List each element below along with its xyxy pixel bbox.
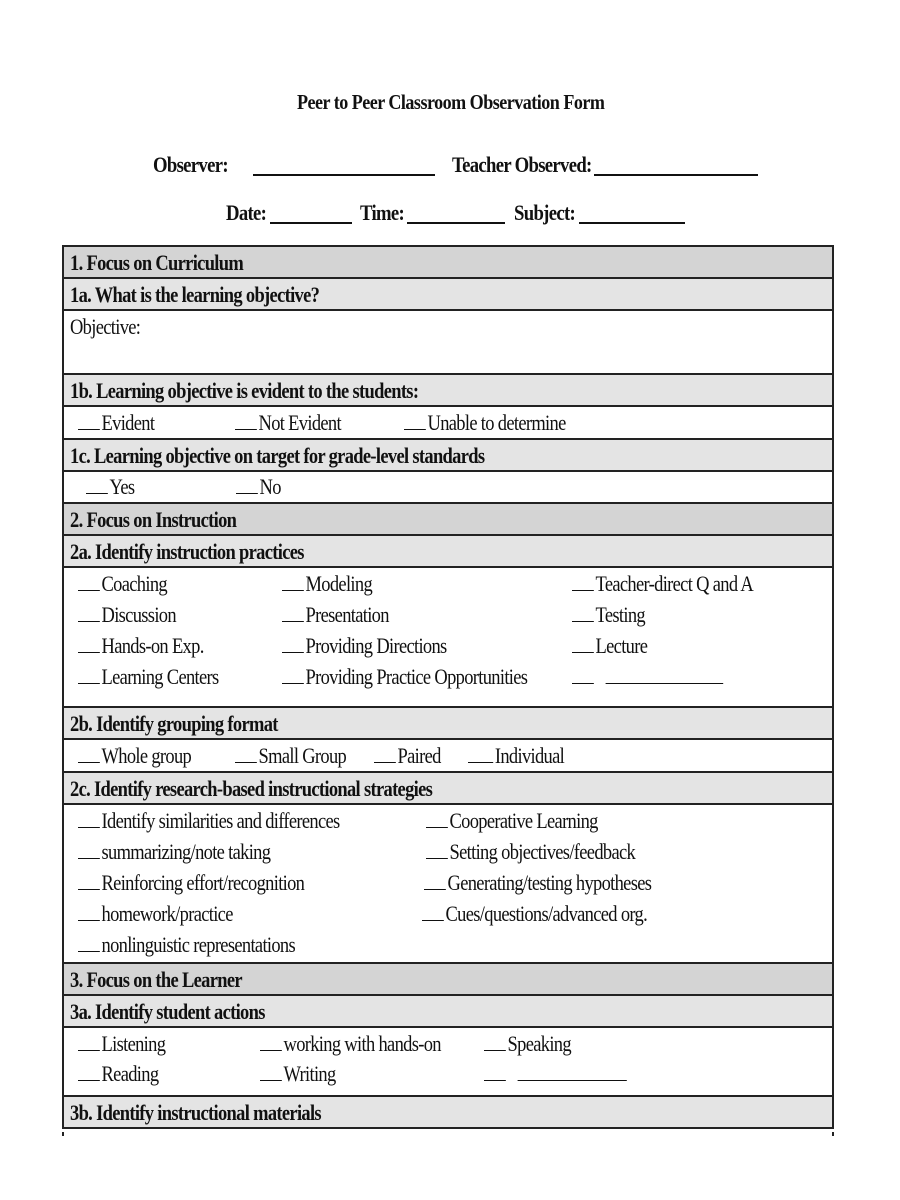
checkbox-listening[interactable]: Listening	[78, 1031, 165, 1057]
form-title: Peer to Peer Classroom Observation Form	[297, 90, 605, 114]
q2b-header	[64, 708, 832, 740]
q3a-options	[64, 1028, 832, 1097]
q2a-options	[64, 568, 832, 708]
checkbox-practice-opportunities[interactable]: Providing Practice Opportunities	[282, 664, 527, 690]
checkbox-summarizing[interactable]: summarizing/note taking	[78, 839, 270, 865]
checkbox-writing[interactable]: Writing	[260, 1061, 336, 1087]
q1b-title: 1b. Learning objective is evident to the students:	[70, 378, 419, 403]
checkbox-hands-on[interactable]: Hands-on Exp.	[78, 633, 204, 659]
objective-field[interactable]	[64, 311, 832, 375]
date-field[interactable]	[270, 222, 352, 224]
other-practice-field[interactable]	[606, 665, 724, 684]
section-3-header	[64, 964, 832, 996]
checkbox-modeling[interactable]: Modeling	[282, 571, 372, 597]
checkbox-other-practice[interactable]	[572, 664, 723, 690]
q1b-header	[64, 375, 832, 407]
subject-label: Subject:	[514, 200, 576, 225]
teacher-observed-label: Teacher Observed:	[452, 152, 592, 177]
checkbox-presentation[interactable]: Presentation	[282, 602, 389, 628]
table-continuation	[62, 1132, 834, 1136]
q1c-header	[64, 440, 832, 472]
objective-label: Objective:	[70, 314, 141, 339]
checkbox-learning-centers[interactable]: Learning Centers	[78, 664, 219, 690]
checkbox-speaking[interactable]: Speaking	[484, 1031, 571, 1057]
checkbox-unable-to-determine[interactable]: Unable to determine	[404, 410, 566, 436]
q2c-options	[64, 805, 832, 964]
checkbox-setting-objectives[interactable]: Setting objectives/feedback	[426, 839, 635, 865]
q3a-header	[64, 996, 832, 1028]
section-2-title: 2. Focus on Instruction	[70, 507, 237, 532]
q2a-header	[64, 536, 832, 568]
q3b-header	[64, 1097, 832, 1129]
q2c-title: 2c. Identify research-based instructional strategies	[70, 776, 433, 801]
checkbox-not-evident[interactable]: Not Evident	[235, 410, 341, 436]
checkbox-cues-questions[interactable]: Cues/questions/advanced org.	[422, 901, 647, 927]
checkbox-reading[interactable]: Reading	[78, 1061, 158, 1087]
q3b-title: 3b. Identify instructional materials	[70, 1100, 321, 1125]
checkbox-providing-directions[interactable]: Providing Directions	[282, 633, 447, 659]
checkbox-lecture[interactable]: Lecture	[572, 633, 647, 659]
checkbox-coaching[interactable]: Coaching	[78, 571, 167, 597]
checkbox-evident[interactable]: Evident	[78, 410, 154, 436]
section-1-title: 1. Focus on Curriculum	[70, 250, 244, 275]
checkbox-yes[interactable]: Yes	[86, 474, 134, 500]
checkbox-testing[interactable]: Testing	[572, 602, 645, 628]
checkbox-paired[interactable]: Paired	[374, 743, 441, 769]
q2a-title: 2a. Identify instruction practices	[70, 539, 304, 564]
q1b-options	[64, 407, 832, 440]
q1a-header	[64, 279, 832, 311]
checkbox-homework-practice[interactable]: homework/practice	[78, 901, 233, 927]
q2b-title: 2b. Identify grouping format	[70, 711, 278, 736]
checkbox-nonlinguistic[interactable]: nonlinguistic representations	[78, 932, 295, 958]
checkbox-discussion[interactable]: Discussion	[78, 602, 176, 628]
q3a-title: 3a. Identify student actions	[70, 999, 265, 1024]
time-field[interactable]	[407, 222, 505, 224]
q2c-header	[64, 773, 832, 805]
checkbox-teacher-direct-qa[interactable]: Teacher-direct Q and A	[572, 571, 753, 597]
checkbox-small-group[interactable]: Small Group	[235, 743, 346, 769]
observer-field[interactable]	[253, 174, 435, 176]
checkbox-no[interactable]: No	[236, 474, 281, 500]
q1c-options	[64, 472, 832, 504]
checkbox-individual[interactable]: Individual	[468, 743, 564, 769]
subject-field[interactable]	[579, 222, 685, 224]
checkbox-whole-group[interactable]: Whole group	[78, 743, 191, 769]
q1c-title: 1c. Learning objective on target for grade-level standards	[70, 443, 485, 468]
observation-table	[62, 245, 834, 1129]
checkbox-other-action[interactable]	[484, 1061, 627, 1087]
date-label: Date:	[226, 200, 267, 225]
checkbox-generating-hypotheses[interactable]: Generating/testing hypotheses	[424, 870, 651, 896]
checkbox-working-hands-on[interactable]: working with hands-on	[260, 1031, 441, 1057]
checkbox-reinforcing-effort[interactable]: Reinforcing effort/recognition	[78, 870, 304, 896]
q1a-title: 1a. What is the learning objective?	[70, 282, 320, 307]
observer-label: Observer:	[153, 152, 228, 177]
q2b-options	[64, 740, 832, 773]
time-label: Time:	[360, 200, 405, 225]
other-action-field[interactable]	[518, 1062, 627, 1081]
section-2-header	[64, 504, 832, 536]
teacher-observed-field[interactable]	[594, 174, 758, 176]
section-1-header	[64, 247, 832, 279]
checkbox-cooperative-learning[interactable]: Cooperative Learning	[426, 808, 598, 834]
checkbox-similarities-differences[interactable]: Identify similarities and differences	[78, 808, 340, 834]
section-3-title: 3. Focus on the Learner	[70, 967, 242, 992]
